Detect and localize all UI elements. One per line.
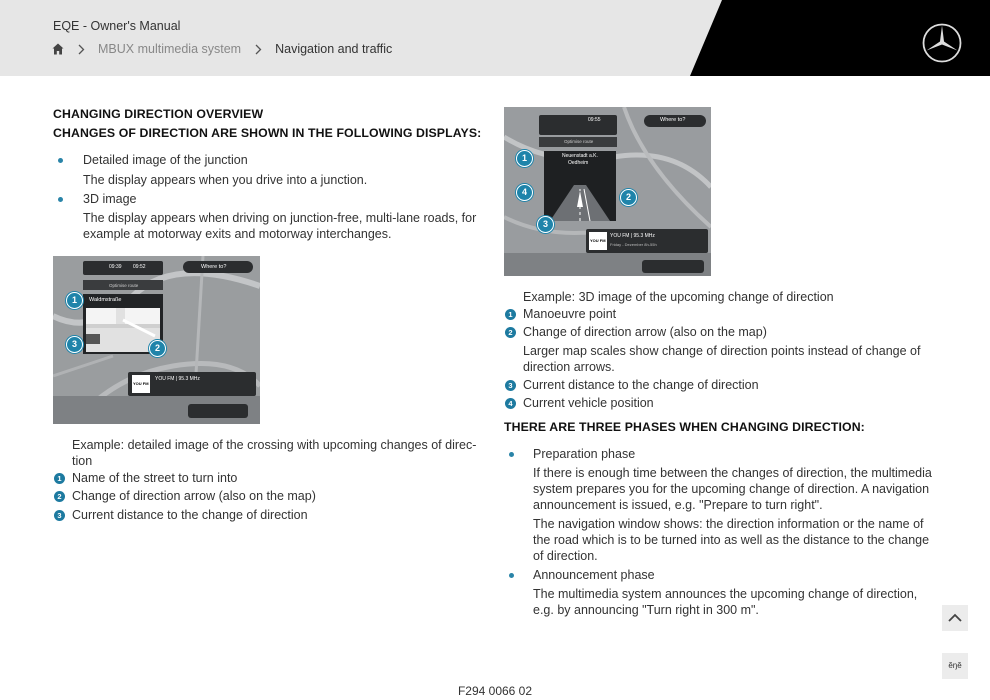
manual-title: EQE - Owner's Manual xyxy=(53,19,181,33)
breadcrumb-link-mbux[interactable]: MBUX multimedia system xyxy=(98,42,242,56)
chevron-right-icon xyxy=(254,44,262,55)
page-action-button[interactable]: ĕŋĕ xyxy=(942,653,968,679)
bullet-dot xyxy=(58,197,63,202)
bullet-text: example at motorway exits and motorway interchanges. xyxy=(83,227,392,241)
screen-place-1: Neuenstadt a.K. xyxy=(562,153,598,159)
screen-radio: YOU FM | 95.3 MHz xyxy=(610,233,655,239)
screen-time-1: 09:39 xyxy=(109,264,122,270)
callout-3: 3 xyxy=(66,336,83,353)
callout-1: 1 xyxy=(516,150,533,167)
bullet-text: The display appears when you drive into a junction. xyxy=(83,173,368,187)
legend-text: Current vehicle position xyxy=(523,396,654,410)
legend-text: Change of direction arrow (also on the map) xyxy=(523,325,767,339)
section-heading: THERE ARE THREE PHASES WHEN CHANGING DIRECTION: xyxy=(504,420,865,434)
legend-number-2: 2 xyxy=(54,491,65,502)
phase-text: The multimedia system announces the upcoming change of direction, xyxy=(533,587,918,601)
mercedes-star-logo[interactable] xyxy=(921,22,963,64)
bullet-dot xyxy=(58,158,63,163)
legend-text: Name of the street to turn into xyxy=(72,471,238,485)
callout-2: 2 xyxy=(620,189,637,206)
screen-street: Waldmstraße xyxy=(89,297,122,303)
chevron-right-icon xyxy=(77,44,85,55)
legend-number-1: 1 xyxy=(505,309,516,320)
breadcrumb xyxy=(52,42,392,56)
legend-note: direction arrows. xyxy=(523,360,615,374)
bullet-title: Detailed image of the junction xyxy=(83,153,248,167)
page-header xyxy=(0,0,990,76)
callout-4: 4 xyxy=(516,184,533,201)
phase-text: If there is enough time between the changes of direction, the multimedia xyxy=(533,466,932,480)
legend-note: Larger map scales show change of direction points instead of change of xyxy=(523,344,921,358)
screen-where-to: Where to? xyxy=(660,117,686,123)
phase-text: announcement is issued, e.g. "Prepare to turn right". xyxy=(533,498,823,512)
3d-image-screenshot xyxy=(504,107,711,276)
bullet-title: 3D image xyxy=(83,192,137,206)
screen-radio-logo: YOU FM xyxy=(590,238,606,243)
legend-number-2: 2 xyxy=(505,327,516,338)
screen-radio: YOU FM | 95.3 MHz xyxy=(155,376,200,382)
screen-radio-sub: Friday - Dezember 8h-55h xyxy=(610,242,657,247)
figure-code: F294 0066 02 xyxy=(457,684,533,698)
phase-text: the road which is to be turned into as well as the distance to the change xyxy=(533,533,930,547)
bullet-title: Announcement phase xyxy=(533,568,655,582)
figure-caption: tion xyxy=(72,454,93,468)
callout-2: 2 xyxy=(149,340,166,357)
screen-optimise: Optimise route xyxy=(109,283,139,288)
phase-text: The navigation window shows: the direction information or the name of xyxy=(533,517,924,531)
screen-time: 09:55 xyxy=(588,117,601,123)
section-subheading: CHANGES OF DIRECTION ARE SHOWN IN THE FOLLOWING DISPLAYS: xyxy=(53,126,482,140)
phase-text: e.g. by announcing "Turn right in 300 m". xyxy=(533,603,759,617)
legend-text: Manoeuvre point xyxy=(523,307,617,321)
figure-caption: Example: 3D image of the upcoming change of direction xyxy=(523,290,834,304)
breadcrumb-current: Navigation and traffic xyxy=(275,42,393,56)
phase-text: of direction. xyxy=(533,549,598,563)
screen-radio-logo: YOU FM xyxy=(133,381,149,386)
screen-time-2: 09:52 xyxy=(133,264,146,270)
legend-number-3: 3 xyxy=(505,380,516,391)
junction-screenshot xyxy=(53,256,260,424)
legend-text: Current distance to the change of direction xyxy=(72,508,308,522)
legend-number-4: 4 xyxy=(505,398,516,409)
bullet-title: Preparation phase xyxy=(533,447,636,461)
callout-1: 1 xyxy=(66,292,83,309)
bullet-text: The display appears when driving on junction-free, multi-lane roads, for xyxy=(83,211,477,225)
scroll-to-top-button[interactable] xyxy=(942,605,968,631)
chevron-up-icon xyxy=(942,605,968,631)
legend-number-1: 1 xyxy=(54,473,65,484)
bullet-dot xyxy=(509,452,514,457)
figure-caption: Example: detailed image of the crossing with upcoming changes of direc- xyxy=(72,438,477,452)
phase-text: system prepares you for the upcoming change of direction. A navigation xyxy=(533,482,930,496)
legend-text: Current distance to the change of direction xyxy=(523,378,759,392)
home-icon[interactable] xyxy=(52,43,64,55)
legend-text: Change of direction arrow (also on the map) xyxy=(72,489,316,503)
screen-where-to: Where to? xyxy=(201,264,227,270)
screen-optimise: Optimise route xyxy=(564,139,594,144)
screen-place-2: Oedheim xyxy=(568,160,589,166)
legend-number-3: 3 xyxy=(54,510,65,521)
bullet-dot xyxy=(509,573,514,578)
callout-3: 3 xyxy=(537,216,554,233)
section-heading: CHANGING DIRECTION OVERVIEW xyxy=(53,107,264,121)
